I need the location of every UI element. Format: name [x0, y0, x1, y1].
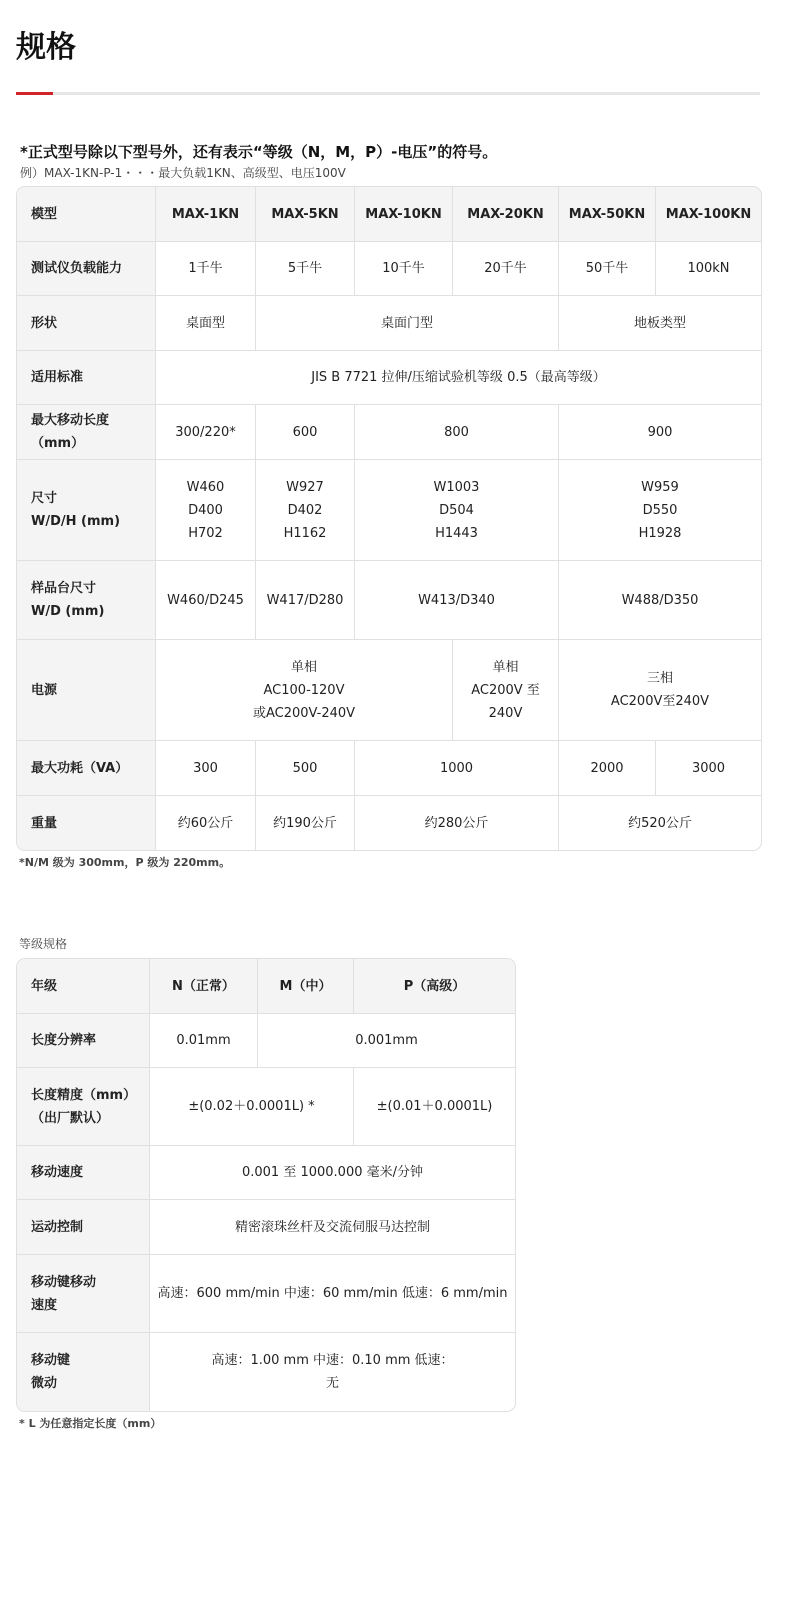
- table-row: [17, 1146, 515, 1200]
- table-cell: [355, 460, 559, 561]
- table-cell: 800: [355, 405, 559, 460]
- column-header: 模型: [17, 187, 156, 242]
- grade-section-title: 等级规格: [19, 937, 68, 951]
- table-cell: 3000: [656, 741, 761, 796]
- column-header: N（正常）: [150, 959, 258, 1014]
- table-header-row: [17, 187, 761, 242]
- table-row: [17, 1255, 515, 1333]
- table-cell: 50千牛: [559, 242, 656, 296]
- column-header: MAX-10KN: [355, 187, 453, 242]
- table-cell: 5千牛: [256, 242, 355, 296]
- row-label: 最大移动长度（mm）: [17, 405, 156, 460]
- row-label: 运动控制: [17, 1200, 150, 1255]
- cell-line: H1928: [638, 525, 682, 541]
- cell-line: 单相: [290, 659, 317, 675]
- table-cell: 0.001 至 1000.000 毫米/分钟: [150, 1146, 515, 1200]
- table-cell: 100kN: [656, 242, 761, 296]
- column-header: MAX-100KN: [656, 187, 761, 242]
- table-cell: 精密滚珠丝杆及交流伺服马达控制: [150, 1200, 515, 1255]
- table-cell: 900: [559, 405, 761, 460]
- table-cell: 500: [256, 741, 355, 796]
- table-row: [17, 640, 761, 741]
- table-cell: W488/D350: [559, 561, 761, 640]
- title-divider: [16, 92, 760, 95]
- column-header: 年级: [17, 959, 150, 1014]
- table-row: [17, 741, 761, 796]
- cell-line: H1162: [283, 525, 327, 541]
- table-cell: 桌面门型: [256, 296, 559, 351]
- model-code-note: *正式型号除以下型号外，还有表示“等级（N，M，P）-电压”的符号。: [20, 143, 498, 161]
- table-cell: 地板类型: [559, 296, 761, 351]
- table-cell: [453, 640, 559, 741]
- column-header: MAX-5KN: [256, 187, 355, 242]
- row-label-line: 样品台尺寸: [31, 581, 97, 596]
- table-cell: [156, 460, 256, 561]
- table-cell: 300: [156, 741, 256, 796]
- row-label: 测试仪负载能力: [17, 242, 156, 296]
- grade-specification-table: [16, 958, 516, 1412]
- row-label-line: W/D (mm): [31, 604, 105, 619]
- cell-line: W1003: [433, 479, 480, 495]
- table-row: [17, 1200, 515, 1255]
- table-cell: [559, 640, 761, 741]
- table-row: [17, 561, 761, 640]
- table-cell: JIS B 7721 拉伸/压缩试验机等级 0.5（最高等级）: [156, 351, 761, 405]
- cell-line: W959: [641, 479, 679, 495]
- table-cell: 2000: [559, 741, 656, 796]
- table-cell: 约280公斤: [355, 796, 559, 850]
- title-accent-bar: [16, 92, 53, 95]
- table-row: [17, 1333, 515, 1411]
- model-code-example: 例）MAX-1KN-P-1・・・最大负载1KN、高级型、电压100V: [20, 166, 346, 180]
- table-cell: ±(0.02＋0.0001L) *: [150, 1068, 354, 1146]
- table-header-row: [17, 959, 515, 1014]
- row-label-line: （出厂默认）: [31, 1110, 110, 1126]
- row-label-line: W/D/H (mm): [31, 514, 121, 529]
- table-cell: [156, 640, 453, 741]
- cell-line: 单相: [492, 659, 519, 675]
- column-header: M（中）: [258, 959, 354, 1014]
- cell-line: D504: [439, 502, 474, 518]
- row-label-line: 移动键: [31, 1353, 71, 1368]
- table-row: [17, 796, 761, 850]
- table-cell: W413/D340: [355, 561, 559, 640]
- cell-line: 或AC200V-240V: [252, 705, 356, 721]
- cell-line: D402: [287, 502, 323, 518]
- cell-line: 高速：1.00 mm 中速：0.10 mm 低速：: [211, 1353, 454, 1368]
- row-label: 重量: [17, 796, 156, 850]
- table-cell: [559, 460, 761, 561]
- cell-line: H1443: [435, 525, 478, 541]
- table-row: [17, 351, 761, 405]
- table-cell: W417/D280: [256, 561, 355, 640]
- cell-line: AC100-120V: [263, 682, 345, 698]
- table-cell: 约190公斤: [256, 796, 355, 850]
- cell-line: W460: [186, 479, 225, 495]
- row-label: 适用标准: [17, 351, 156, 405]
- specification-table: [16, 186, 762, 851]
- table-cell: ±(0.01＋0.0001L): [354, 1068, 515, 1146]
- cell-line: 三相: [646, 671, 673, 686]
- cell-line: 无: [325, 1376, 339, 1391]
- table-cell: 桌面型: [156, 296, 256, 351]
- table-row: [17, 1068, 515, 1146]
- row-label: [17, 1333, 150, 1411]
- row-label: [17, 460, 156, 561]
- spec-footnote: *N/M 级为 300mm，P 级为 220mm。: [19, 856, 231, 869]
- table-cell: 300/220*: [156, 405, 256, 460]
- table-row: [17, 405, 761, 460]
- row-label: 最大功耗（VA）: [17, 741, 156, 796]
- row-label: [17, 561, 156, 640]
- cell-line: H702: [188, 525, 223, 541]
- table-cell: 0.01mm: [150, 1014, 258, 1068]
- row-label: [17, 1255, 150, 1333]
- table-cell: W460/D245: [156, 561, 256, 640]
- row-label: 移动速度: [17, 1146, 150, 1200]
- column-header: P（高级）: [354, 959, 515, 1014]
- row-label: [17, 1068, 150, 1146]
- table-cell: [150, 1333, 515, 1411]
- grade-footnote: * L 为任意指定长度（mm）: [19, 1417, 162, 1430]
- table-cell: 1千牛: [156, 242, 256, 296]
- row-label-line: 尺寸: [31, 491, 58, 506]
- table-cell: 10千牛: [355, 242, 453, 296]
- row-label-line: 长度精度（mm）: [31, 1087, 137, 1103]
- cell-line: AC200V 至: [471, 682, 540, 698]
- table-row: [17, 296, 761, 351]
- cell-line: 240V: [488, 705, 523, 721]
- row-label: 形状: [17, 296, 156, 351]
- table-cell: 0.001mm: [258, 1014, 515, 1068]
- table-row: [17, 242, 761, 296]
- table-cell: 20千牛: [453, 242, 559, 296]
- table-cell: 约60公斤: [156, 796, 256, 850]
- column-header: MAX-1KN: [156, 187, 256, 242]
- cell-line: AC200V至240V: [610, 694, 710, 709]
- page-title: 规格: [16, 30, 76, 65]
- row-label-line: 速度: [31, 1297, 58, 1313]
- table-cell: [256, 460, 355, 561]
- cell-line: D550: [642, 502, 678, 518]
- table-cell: 高速：600 mm/min 中速：60 mm/min 低速：6 mm/min: [150, 1255, 515, 1333]
- cell-line: W927: [286, 479, 324, 495]
- table-cell: 约520公斤: [628, 815, 692, 831]
- row-label-line: 移动键移动: [31, 1274, 97, 1290]
- cell-line: D400: [188, 502, 223, 518]
- table-cell: 600: [256, 405, 355, 460]
- table-row: [17, 1014, 515, 1068]
- row-label: 长度分辨率: [17, 1014, 150, 1068]
- row-label-line: 微动: [31, 1376, 58, 1391]
- table-row: [17, 460, 761, 561]
- row-label: 电源: [17, 640, 156, 741]
- column-header: MAX-50KN: [559, 187, 656, 242]
- column-header: MAX-20KN: [453, 187, 559, 242]
- table-cell: 1000: [355, 741, 559, 796]
